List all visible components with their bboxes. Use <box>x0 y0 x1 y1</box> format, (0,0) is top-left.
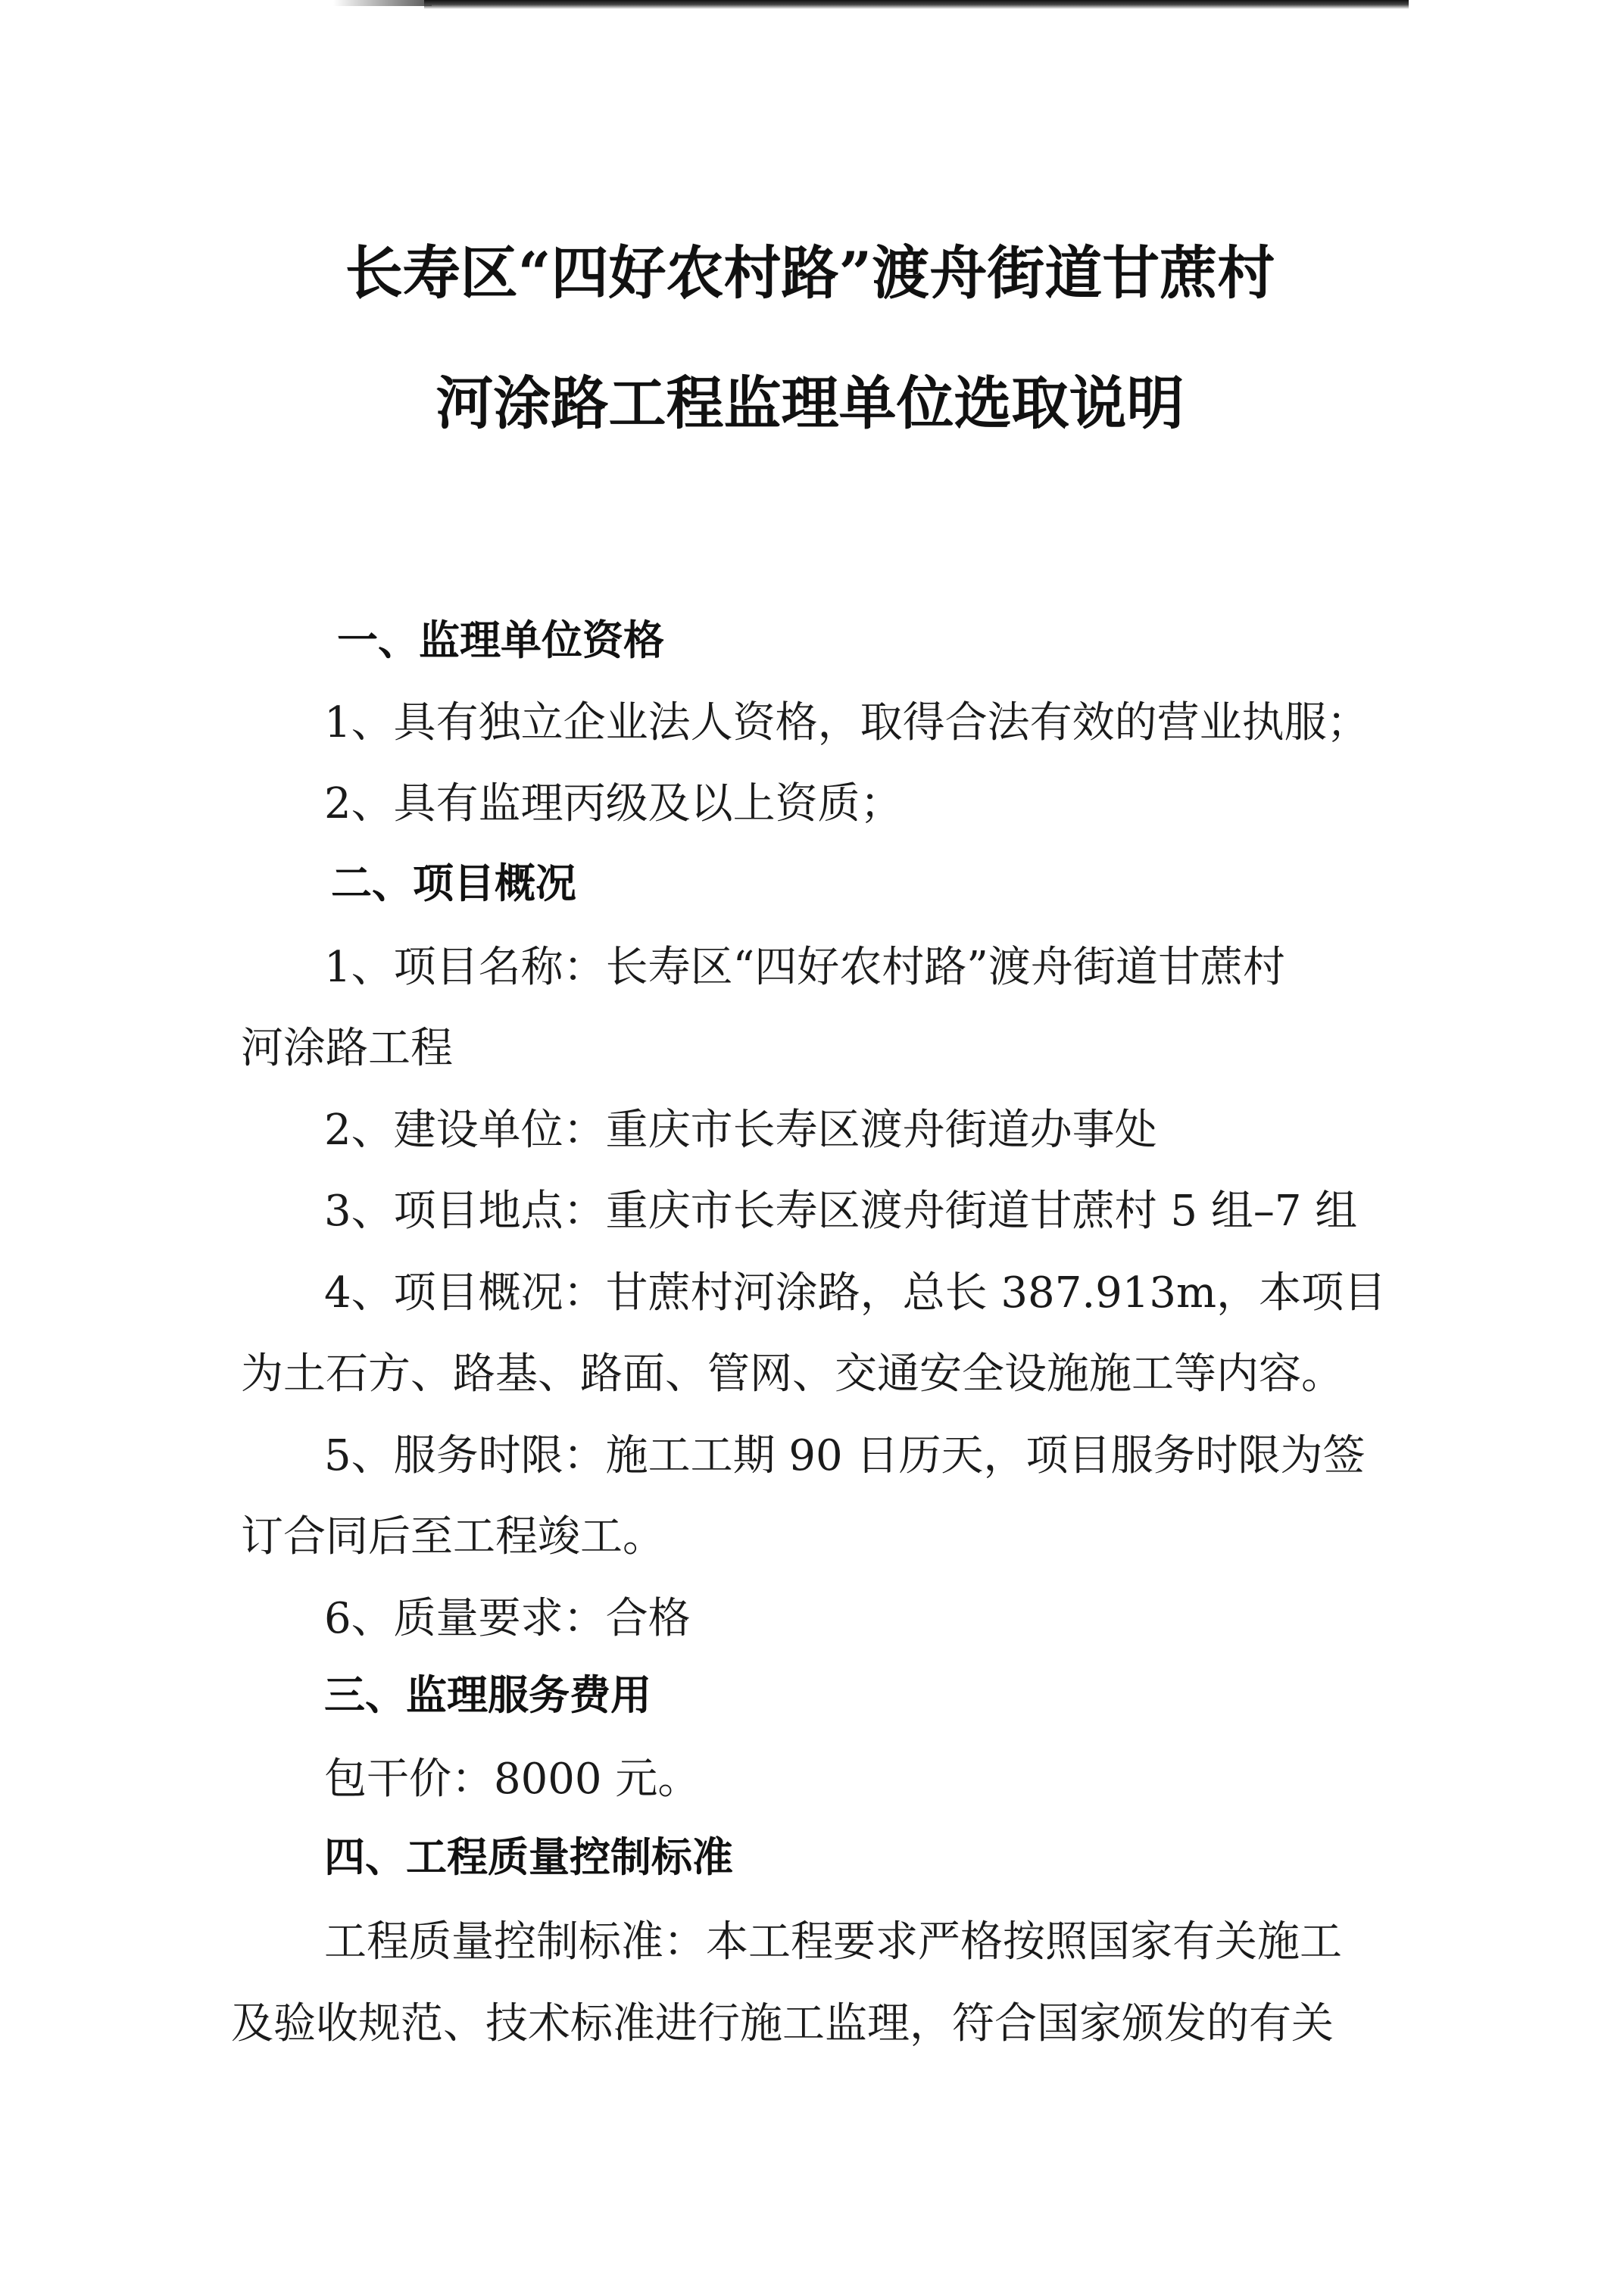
lump-sum-price: 包干价：8000 元。 <box>324 1755 701 1804</box>
service-period-line-1: 5、服务时限：施工工期 90 日历天，项目服务时限为签 <box>324 1431 1366 1480</box>
quality-standard-line-2: 及验收规范、技术标准进行施工监理，符合国家颁发的有关 <box>231 1999 1334 2048</box>
section-heading-quality-standard: 四、工程质量控制标准 <box>324 1833 733 1881</box>
project-location: 3、项目地点：重庆市长寿区渡舟街道甘蔗村 5 组–7 组 <box>324 1187 1358 1236</box>
document-title-line-1: 长寿区“四好农村路”渡舟街道甘蔗村 <box>345 239 1275 307</box>
project-summary-line-2: 为土石方、路基、路面、管网、交通安全设施施工等内容。 <box>241 1349 1344 1399</box>
project-name-line-2: 河涂路工程 <box>241 1024 453 1073</box>
project-name-line-1: 1、项目名称：长寿区“四好农村路”渡舟街道甘蔗村 <box>324 943 1285 992</box>
scan-edge-shadow-left <box>333 0 432 6</box>
qualification-item-1: 1、具有独立企业法人资格，取得合法有效的营业执服； <box>324 698 1369 747</box>
construction-unit: 2、建设单位：重庆市长寿区渡舟街道办事处 <box>324 1106 1157 1155</box>
qualification-item-2: 2、具有监理丙级及以上资质； <box>324 779 903 828</box>
quality-requirement: 6、质量要求：合格 <box>324 1594 691 1643</box>
document-title-line-2: 河涂路工程监理单位选取说明 <box>435 370 1185 437</box>
section-heading-service-fee: 三、监理服务费用 <box>324 1671 651 1719</box>
quality-standard-line-1: 工程质量控制标准：本工程要求严格按照国家有关施工 <box>324 1917 1342 1967</box>
scan-edge-shadow <box>424 0 1409 9</box>
service-period-line-2: 订合同后至工程竣工。 <box>241 1512 665 1561</box>
section-heading-project-overview: 二、项目概况 <box>331 859 576 907</box>
section-heading-qualification: 一、监理单位资格 <box>337 616 664 664</box>
project-summary-line-1: 4、项目概况：甘蔗村河涂路，总长 387.913m，本项目 <box>324 1268 1387 1318</box>
